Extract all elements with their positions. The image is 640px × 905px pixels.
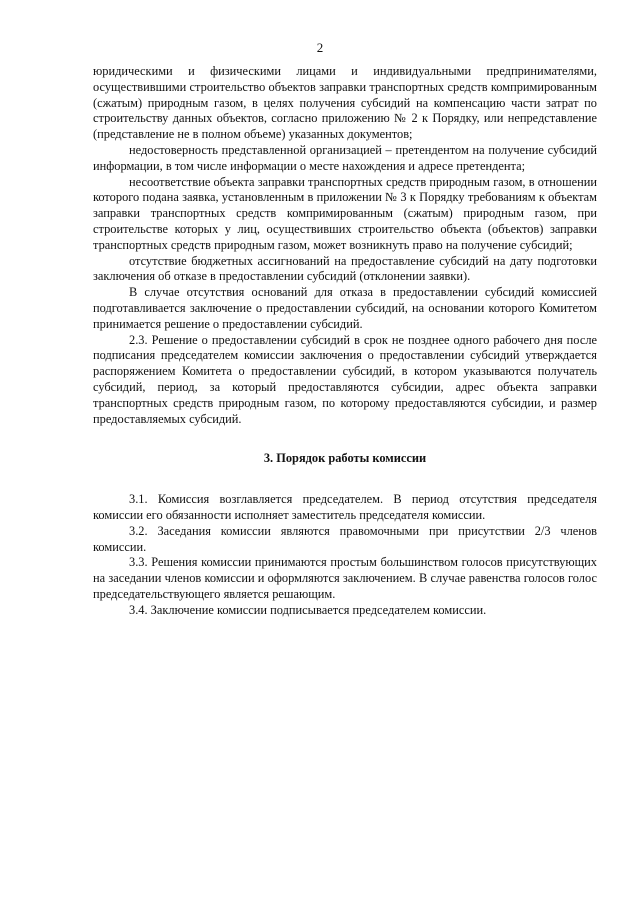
paragraph: 3.1. Комиссия возглавляется председателем. В период отсутствия председателя комиссии его обязанности исполняет заместитель председателя комиссии. xyxy=(93,492,597,522)
paragraph: 3.4. Заключение комиссии подписывается председателем комиссии. xyxy=(129,602,487,617)
paragraph: 2.3. Решение о предоставлении субсидий в срок не позднее одного рабочего дня после подписания председателем комиссии заключения о предоставлении субсидий утверждается распоряжением Комитета о предоставлении субсидий, в котором указываются получатель субсидий, период, за который предоставляются субсидии, адрес объекта заправки транспортных средств природным газом, по которому предоставляются субсидии, и размер предоставляемых субсидий. xyxy=(93,332,597,426)
document-body xyxy=(93,64,597,619)
paragraph: несоответствие объекта заправки транспортных средств природным газом, в отношении которого подана заявка, установленным в приложении № 3 к Порядку требованиям к объектам заправки транспортных средств компримированным (сжатым) природным газом, при строительстве которых у лиц, осуществивших строительство объекта (объектов) заправки транспортных средств природным газом, может возникнуть право на получение субсидий; xyxy=(93,174,597,252)
paragraph: 3.3. Решения комиссии принимаются простым большинством голосов присутствующих на заседании членов комиссии и оформляются заключением. В случае равенства голосов голос председательствующего является решающим. xyxy=(93,555,597,601)
page-number: 2 xyxy=(316,40,324,55)
paragraph: отсутствие бюджетных ассигнований на предоставление субсидий на дату подготовки заключения об отказе в предоставлении субсидий (отклонении заявки). xyxy=(93,253,597,284)
section-heading: 3. Порядок работы комиссии xyxy=(263,451,427,466)
paragraph: В случае отсутствия оснований для отказа в предоставлении субсидий комиссией подготавливается заключение о предоставлении субсидий, на основании которого Комитетом принимается решение о предоставлении субсидий. xyxy=(93,285,597,331)
paragraph: юридическими и физическими лицами и индивидуальными предпринимателями, осуществившими строительство объектов заправки транспортных средств компримированным (сжатым) природным газом, в целях получения субсидий на компенсацию части затрат по строительству данных объектов, согласно приложению № 2 к Порядку, или непредставление (представление не в полном объеме) указанных документов; xyxy=(93,64,597,142)
paragraph: недостоверность представленной организацией – претендентом на получение субсидий информации, в том числе информации о месте нахождения и адресе претендента; xyxy=(93,142,597,173)
paragraph: 3.2. Заседания комиссии являются правомочными при присутствии 2/3 членов комиссии. xyxy=(93,523,597,554)
